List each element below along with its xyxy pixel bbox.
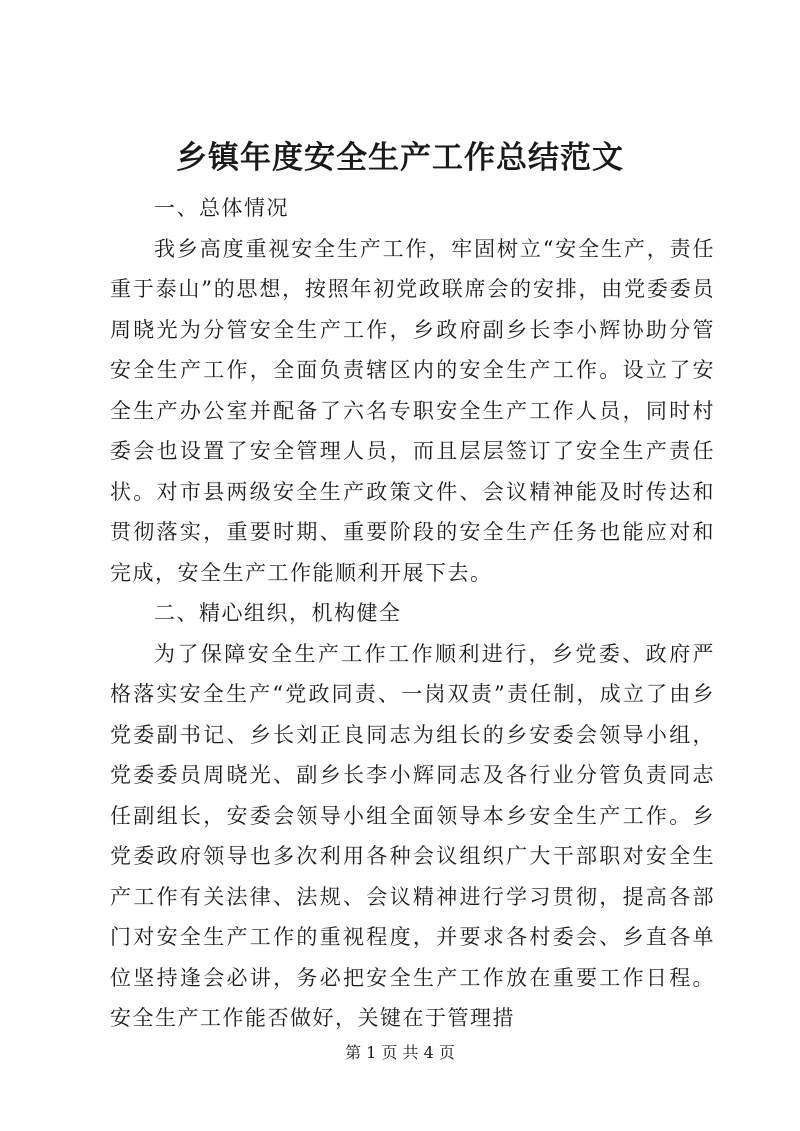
section-2-paragraph: 为了保障安全生产工作工作顺利进行，乡党委、政府严格落实安全生产“党政同责、一岗双责”责任制，成立了由乡党委副书记、乡长刘正良同志为组长的乡安委会领导小组，党委委员周晓光、副乡长李小辉同志及各行业分管负责同志任副组长，安委会领导小组全面领导本乡安全生产工作。乡党委政府领导也多次利用各种会议组织广大干部职对安全生产工作有关法律、法规、会议精神进行学习贯彻，提高各部门对安全生产工作的重视程度，并要求各村委会、乡直各单位坚持逢会必讲，务必把安全生产工作放在重要工作日程。安全生产工作能否做好，关键在于管理措 xyxy=(110,641,715,1030)
page-number-footer: 第 1 页 共 4 页 xyxy=(345,1043,455,1062)
section-1-paragraph: 我乡高度重视安全生产工作，牢固树立“安全生产，责任重于泰山”的思想，按照年初党政联席会的安排，由党委委员周晓光为分管安全生产工作，乡政府副乡长李小辉协助分管安全生产工作，全面负责辖区内的安全生产工作。设立了安全生产办公室并配备了六名专职安全生产工作人员，同时村委会也设置了安全管理人员，而且层层签订了安全生产责任状。对市县两级安全生产政策文件、会议精神能及时传达和贯彻落实，重要时期、重要阶段的安全生产任务也能应对和完成，安全生产工作能顺利开展下去。 xyxy=(110,236,715,585)
document-title: 乡镇年度安全生产工作总结范文 xyxy=(176,140,624,176)
document-body xyxy=(110,188,715,1039)
section-2-heading: 二、精心组织，机构健全 xyxy=(154,601,402,625)
section-1-heading: 一、总体情况 xyxy=(154,196,289,220)
